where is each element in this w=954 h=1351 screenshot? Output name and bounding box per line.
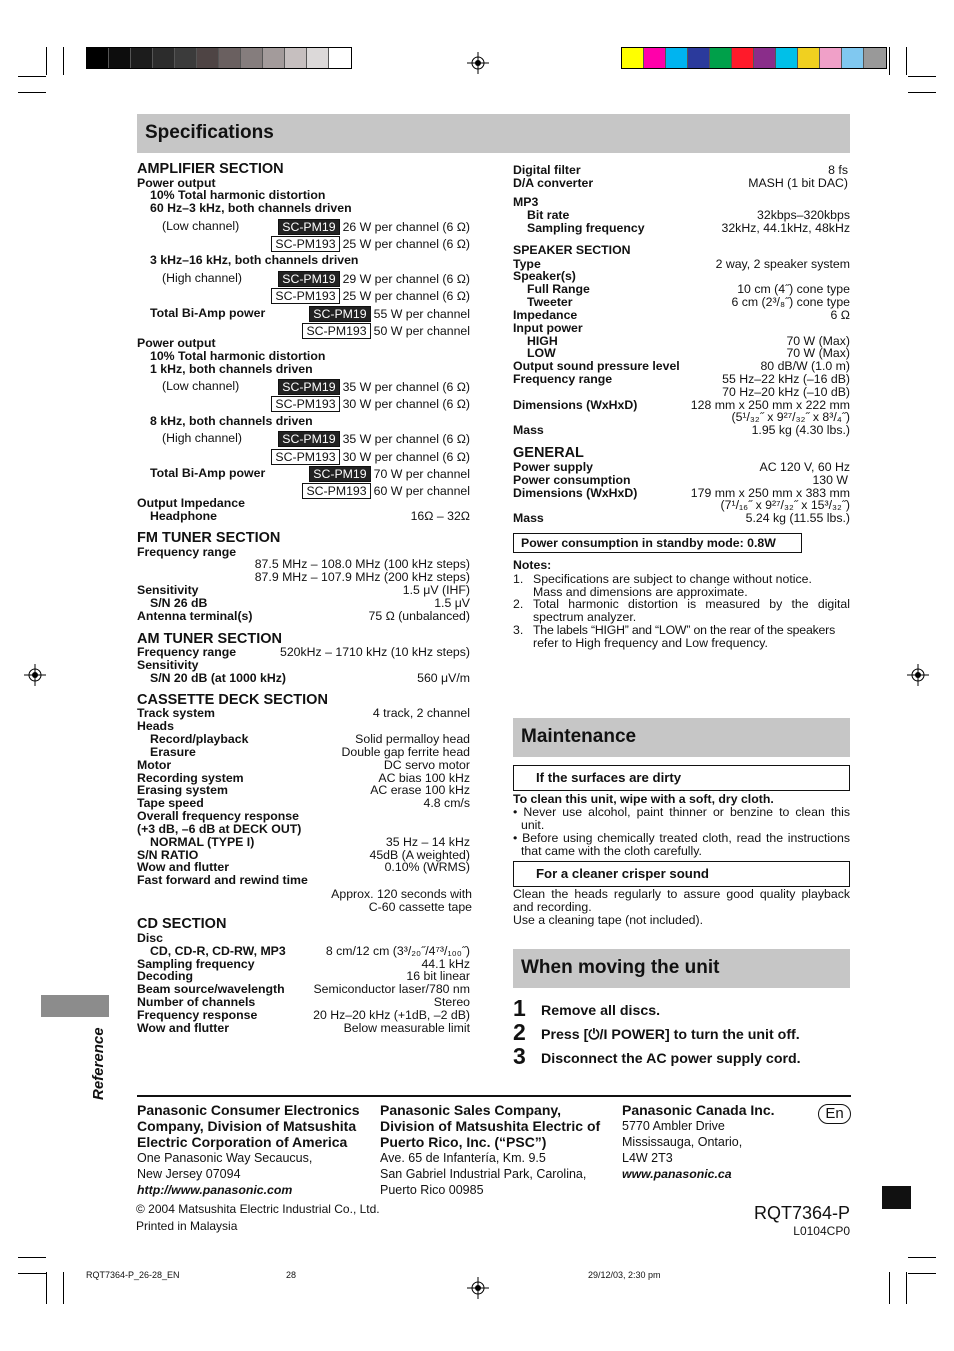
company-address: Puerto Rico 00985 <box>380 1183 484 1197</box>
spec-value: 130 W <box>812 473 848 487</box>
spec-label: Overall frequency response <box>137 809 299 823</box>
note-text: Total harmonic distortion is measured by the digital <box>533 597 850 611</box>
spec-label: NORMAL (TYPE I) <box>150 835 255 849</box>
spec-label: Power output <box>137 176 216 190</box>
spec-label: D/A converter <box>513 176 594 190</box>
specifications-header <box>137 114 850 153</box>
bullet-text: that came with the cloth carefully. <box>521 844 702 858</box>
color-swatch <box>175 48 197 68</box>
spec-label: 8 kHz, both channels driven <box>150 414 313 428</box>
company-puerto-rico <box>380 1102 600 1198</box>
spec-label: Wow and flutter <box>137 1021 229 1035</box>
model-tag: SC-PM193 <box>302 323 370 339</box>
spec-value: 0.10% (WRMS) <box>384 860 470 874</box>
surfaces-dirty-box <box>513 765 850 791</box>
crop-mark <box>906 47 907 75</box>
maintenance-header <box>513 718 850 757</box>
spec-value: 520kHz – 1710 kHz (10 kHz steps) <box>279 645 470 659</box>
slug-date: 29/12/03, 2:30 pm <box>588 1270 661 1280</box>
spec-label: Type <box>513 257 541 271</box>
spec-value: 20 Hz–20 kHz (+1dB, –2 dB) <box>313 1008 470 1022</box>
notes-heading: Notes: <box>513 558 552 572</box>
spec-label: Total Bi-Amp power <box>150 466 266 480</box>
spec-label: 60 Hz–3 kHz, both channels driven <box>150 201 352 215</box>
spec-label: (+3 dB, –6 dB at DECK OUT) <box>137 822 302 836</box>
step-number: 2 <box>513 1019 526 1045</box>
spec-label: S/N RATIO <box>137 848 199 862</box>
spec-value: 128 mm x 250 mm x 222 mm <box>690 398 850 412</box>
model-tag: SC-PM193 <box>302 483 370 499</box>
spec-value: 70 Hz–20 kHz (–10 dB) <box>722 385 850 399</box>
spec-value: SC-PM19 70 W per channel <box>309 466 470 482</box>
bullet-text: unit. <box>521 818 545 832</box>
spec-value: SC-PM19 55 W per channel <box>309 306 470 322</box>
spec-value: SC-PM193 50 W per channel <box>302 323 470 339</box>
spec-value: SC-PM19 29 W per channel (6 Ω) <box>278 271 470 287</box>
spec-label: Disc <box>137 931 163 945</box>
spec-label: Full Range <box>527 282 590 296</box>
spec-label: Decoding <box>137 969 194 983</box>
slug-page: 28 <box>286 1270 297 1280</box>
spec-value: 1.95 kg (4.30 lbs.) <box>751 423 850 437</box>
spec-value: 32kbps–320kbps <box>757 208 850 222</box>
section-heading: SPEAKER SECTION <box>513 243 631 257</box>
crop-mark <box>63 47 64 75</box>
spec-value: DC servo motor <box>383 758 470 772</box>
spec-value: Approx. 120 seconds with <box>331 887 472 901</box>
note-text: Specifications are subject to change without notice. <box>533 572 812 586</box>
maintenance-text: and recording. <box>513 900 592 914</box>
spec-label: HIGH <box>527 334 558 348</box>
spec-value: SC-PM19 26 W per channel (6 Ω) <box>278 219 470 235</box>
spec-label: Frequency range <box>137 545 237 559</box>
note-text: spectrum analyzer. <box>533 610 637 624</box>
color-swatch <box>285 48 307 68</box>
moving-header <box>513 949 850 988</box>
bullet-text: • Before using chemically treated cloth, read the instructions <box>513 831 850 845</box>
spec-label: Tape speed <box>137 796 204 810</box>
spec-label: Sampling frequency <box>137 957 255 971</box>
spec-label: Power supply <box>513 460 593 474</box>
registration-mark-icon <box>24 664 46 686</box>
spec-value: C-60 cassette tape <box>368 900 472 914</box>
spec-value: 8 cm/12 cm (3³/₂₀˝/4⁷³/₁₀₀˝) <box>325 944 470 958</box>
section-heading: GENERAL <box>513 445 584 461</box>
company-url[interactable]: http://www.panasonic.com <box>137 1183 293 1197</box>
spec-value: 8 fs <box>828 163 848 177</box>
spec-value: 4.8 cm/s <box>423 796 470 810</box>
model-tag: SC-PM19 <box>278 219 339 235</box>
box-heading: For a cleaner crisper sound <box>536 866 709 881</box>
spec-value: 1.5 μV (IHF) <box>402 583 470 597</box>
spec-label: Power output <box>137 336 216 350</box>
spec-label: LOW <box>527 346 556 360</box>
spec-value: AC bias 100 kHz <box>378 771 470 785</box>
spec-value: Below measurable limit <box>343 1021 470 1035</box>
note-number: 1. <box>513 572 524 586</box>
company-address: Mississauga, Ontario, <box>622 1135 743 1149</box>
spec-label: 1 kHz, both channels driven <box>150 362 313 376</box>
maintenance-text: Clean the heads regularly to assure good quality playback <box>513 887 850 901</box>
spec-value: 16Ω – 32Ω <box>410 509 470 523</box>
section-heading: CD SECTION <box>137 916 227 932</box>
section-heading: FM TUNER SECTION <box>137 530 281 546</box>
spec-label: 10% Total harmonic distortion <box>150 188 326 202</box>
spec-label: Output sound pressure level <box>513 359 680 373</box>
company-name: Electric Corporation of America <box>137 1134 348 1150</box>
spec-value: SC-PM193 30 W per channel (6 Ω) <box>271 396 470 412</box>
printed-in: Printed in Malaysia <box>136 1219 238 1233</box>
spec-label: Sensitivity <box>137 583 199 597</box>
color-swatch <box>776 48 798 68</box>
spec-label: Mass <box>513 511 544 525</box>
color-swatch <box>87 48 109 68</box>
step-text: Disconnect the AC power supply cord. <box>541 1051 801 1067</box>
registration-mark-icon <box>467 1277 489 1299</box>
step-text: Press [⏻/I POWER] to turn the unit off. <box>541 1027 800 1043</box>
spec-value: Stereo <box>433 995 470 1009</box>
spec-label: Antenna terminal(s) <box>137 609 253 623</box>
color-swatch <box>109 48 131 68</box>
color-swatch <box>798 48 820 68</box>
company-name: Panasonic Sales Company, <box>380 1102 562 1118</box>
color-swatch <box>644 48 666 68</box>
spec-label: Impedance <box>513 308 578 322</box>
spec-label: Motor <box>137 758 172 772</box>
note-number: 2. <box>513 597 524 611</box>
step-number: 1 <box>513 995 526 1021</box>
spec-label: Beam source/wavelength <box>137 982 285 996</box>
crop-mark <box>889 47 890 75</box>
spec-label: Frequency range <box>137 645 237 659</box>
copyright: © 2004 Matsushita Electric Industrial Co., Ltd. <box>136 1202 380 1216</box>
spec-value: (7¹/₁₆˝ x 9²⁷/₃₂˝ x 15³/₃₂˝) <box>720 498 850 512</box>
color-calibration-bar <box>621 47 887 69</box>
spec-label: S/N 20 dB (at 1000 kHz) <box>150 671 286 685</box>
spec-value: AC 120 V, 60 Hz <box>759 460 850 474</box>
spec-label: Erasing system <box>137 783 228 797</box>
spec-label: Mass <box>513 423 544 437</box>
spec-label: MP3 <box>513 195 539 209</box>
spec-label: Speaker(s) <box>513 269 576 283</box>
spec-value: Double gap ferrite head <box>341 745 470 759</box>
spec-label: Track system <box>137 706 215 720</box>
spec-value: 87.5 MHz – 108.0 MHz (100 kHz steps) <box>254 557 470 571</box>
company-name: Panasonic Consumer Electronics <box>137 1102 360 1118</box>
spec-label: Tweeter <box>527 295 573 309</box>
spec-value: Solid permalloy head <box>355 732 470 746</box>
spec-value: 70 W (Max) <box>786 346 850 360</box>
spec-label: Frequency response <box>137 1008 258 1022</box>
color-swatch <box>688 48 710 68</box>
standby-power-text: Power consumption in standby mode: 0.8W <box>521 536 776 550</box>
color-swatch <box>864 48 886 68</box>
spec-label: Recording system <box>137 771 244 785</box>
spec-label: Sampling frequency <box>527 221 645 235</box>
section-heading: AMPLIFIER SECTION <box>137 161 284 177</box>
model-tag: SC-PM19 <box>278 379 339 395</box>
spec-label: Dimensions (WxHxD) <box>513 486 638 500</box>
color-swatch <box>131 48 153 68</box>
company-name: Company, Division of Matsushita <box>137 1118 357 1134</box>
spec-value: SC-PM19 35 W per channel (6 Ω) <box>278 431 470 447</box>
spec-value: SC-PM193 30 W per channel (6 Ω) <box>271 449 470 465</box>
note-text: refer to High frequency and Low frequency. <box>533 636 768 650</box>
spec-value: SC-PM193 25 W per channel (6 Ω) <box>271 236 470 252</box>
model-tag: SC-PM19 <box>309 466 370 482</box>
company-address: One Panasonic Way Secaucus, <box>137 1151 313 1165</box>
color-swatch <box>307 48 329 68</box>
color-swatch <box>622 48 644 68</box>
color-swatch <box>219 48 241 68</box>
model-tag: SC-PM193 <box>271 236 339 252</box>
crop-mark <box>46 47 47 75</box>
crop-mark <box>889 1272 890 1304</box>
spec-label: Headphone <box>150 509 217 523</box>
spec-label: Frequency range <box>513 372 613 386</box>
standby-power-box <box>513 533 802 553</box>
note-text: Mass and dimensions are approximate. <box>533 585 748 599</box>
crop-mark <box>18 1257 46 1258</box>
model-tag: SC-PM193 <box>271 396 339 412</box>
color-swatch <box>329 48 351 68</box>
model-tag: SC-PM193 <box>271 288 339 304</box>
slug-filename: RQT7364-P_26-28_EN <box>86 1270 180 1280</box>
language-badge: En <box>818 1104 851 1124</box>
spec-value: 6 Ω <box>830 308 850 322</box>
page-title: Specifications <box>145 122 274 143</box>
spec-label: (Low channel) <box>162 219 240 233</box>
box-heading: If the surfaces are dirty <box>536 770 682 785</box>
company-name: Puerto Rico, Inc. (“PSC”) <box>380 1134 547 1150</box>
spec-value: 4 track, 2 channel <box>372 706 470 720</box>
spec-value: MASH (1 bit DAC) <box>748 176 848 190</box>
spec-value: 70 W (Max) <box>786 334 850 348</box>
step-number: 3 <box>513 1043 526 1069</box>
spec-label: (High channel) <box>162 431 242 445</box>
crop-mark <box>906 1272 907 1304</box>
spec-value: 16 bit linear <box>406 969 470 983</box>
print-code: L0104CP0 <box>793 1224 850 1238</box>
model-tag: SC-PM19 <box>309 306 370 322</box>
spec-label: Heads <box>137 719 174 733</box>
company-canada <box>622 1102 775 1182</box>
model-tag: SC-PM19 <box>278 271 339 287</box>
spec-label: Erasure <box>150 745 196 759</box>
spec-label: CD, CD-R, CD-RW, MP3 <box>150 944 286 958</box>
color-swatch <box>732 48 754 68</box>
spec-label: (Low channel) <box>162 379 240 393</box>
company-address: San Gabriel Industrial Park, Carolina, <box>380 1167 587 1181</box>
registration-mark-icon <box>467 52 489 74</box>
company-usa <box>137 1102 360 1198</box>
spec-label: Fast forward and rewind time <box>137 873 308 887</box>
spec-label: Number of channels <box>137 995 256 1009</box>
section-title: Maintenance <box>521 726 637 747</box>
color-swatch <box>820 48 842 68</box>
spec-label: 3 kHz–16 kHz, both channels driven <box>150 253 359 267</box>
step-text: Remove all discs. <box>541 1003 661 1019</box>
spec-value: 75 Ω (unbalanced) <box>368 609 470 623</box>
registration-mark-icon <box>907 664 929 686</box>
gray-calibration-bar <box>86 47 352 69</box>
model-tag: SC-PM193 <box>271 449 339 465</box>
crop-mark <box>908 76 936 77</box>
spec-value: 6 cm (2³/₈˝) cone type <box>731 295 850 309</box>
spec-label: Input power <box>513 321 583 335</box>
maintenance-text: Use a cleaning tape (not included). <box>513 913 704 927</box>
crop-mark <box>18 1273 46 1274</box>
company-name: Panasonic Canada Inc. <box>622 1102 775 1118</box>
spec-value: 2 way, 2 speaker system <box>715 257 850 271</box>
spec-label: Dimensions (WxHxD) <box>513 398 638 412</box>
note-number: 3. <box>513 623 524 637</box>
reference-tab <box>41 995 109 1017</box>
crop-mark <box>908 92 936 93</box>
spec-label: (High channel) <box>162 271 242 285</box>
spec-label: Total Bi-Amp power <box>150 306 266 320</box>
spec-value: 45dB (A weighted) <box>369 848 470 862</box>
crop-mark <box>908 1257 936 1258</box>
spec-label: Wow and flutter <box>137 860 229 874</box>
spec-label: Record/playback <box>150 732 249 746</box>
company-address: Ave. 65 de Infantería, Km. 9.5 <box>380 1151 546 1165</box>
spec-value: 44.1 kHz <box>421 957 470 971</box>
spec-value: 10 cm (4˝) cone type <box>737 282 850 296</box>
clean-instruction: To clean this unit, wipe with a soft, dry cloth. <box>513 792 774 806</box>
spec-label: Sensitivity <box>137 658 199 672</box>
crop-mark <box>63 1272 64 1304</box>
model-tag: SC-PM19 <box>278 431 339 447</box>
spec-value: 55 Hz–22 kHz (–16 dB) <box>722 372 850 386</box>
reference-label: Reference <box>90 1027 107 1100</box>
crop-mark <box>908 1273 936 1274</box>
footer-rule <box>137 1095 851 1097</box>
spec-label: S/N 26 dB <box>150 596 208 610</box>
spec-value: 80 dB/W (1.0 m) <box>760 359 850 373</box>
spec-value: SC-PM19 35 W per channel (6 Ω) <box>278 379 470 395</box>
spec-value: 35 Hz – 14 kHz <box>385 835 470 849</box>
note-text: The labels “HIGH” and “LOW” on the rear of the speakers <box>533 623 836 637</box>
crop-mark <box>18 92 46 93</box>
color-swatch <box>197 48 219 68</box>
color-swatch <box>842 48 864 68</box>
spec-value: (5¹/₃₂˝ x 9²⁷/₃₂˝ x 8³/₄˝) <box>731 410 850 424</box>
index-tab <box>882 1186 911 1209</box>
model-number: RQT7364-P <box>753 1203 850 1223</box>
bullet-text: • Never use alcohol, paint thinner or benzine to clean this <box>513 805 850 819</box>
company-address: L4W 2T3 <box>622 1151 673 1165</box>
crop-mark <box>46 1272 47 1304</box>
color-swatch <box>710 48 732 68</box>
spec-value: 5.24 kg (11.55 lbs.) <box>745 511 850 525</box>
color-swatch <box>263 48 285 68</box>
company-address: New Jersey 07094 <box>137 1167 241 1181</box>
color-swatch <box>666 48 688 68</box>
spec-label: 10% Total harmonic distortion <box>150 349 326 363</box>
spec-label: Power consumption <box>513 473 631 487</box>
company-url[interactable]: www.panasonic.ca <box>622 1167 732 1181</box>
section-heading: CASSETTE DECK SECTION <box>137 692 328 708</box>
cleaner-sound-box <box>513 861 850 887</box>
section-heading: AM TUNER SECTION <box>137 631 282 647</box>
spec-value: SC-PM193 60 W per channel <box>302 483 470 499</box>
spec-value: AC erase 100 kHz <box>370 783 470 797</box>
spec-label: Bit rate <box>527 208 570 222</box>
company-name: Division of Matsushita Electric of <box>380 1118 601 1134</box>
spec-label: Digital filter <box>513 163 581 177</box>
crop-mark <box>18 76 46 77</box>
spec-value: 32kHz, 44.1kHz, 48kHz <box>721 221 850 235</box>
spec-value: SC-PM193 25 W per channel (6 Ω) <box>271 288 470 304</box>
spec-value: 560 μV/m <box>417 671 470 685</box>
spec-label: Output Impedance <box>137 496 245 510</box>
section-title: When moving the unit <box>521 957 720 978</box>
color-swatch <box>241 48 263 68</box>
spec-value: 87.9 MHz – 107.9 MHz (200 kHz steps) <box>254 570 470 584</box>
color-swatch <box>153 48 175 68</box>
color-swatch <box>754 48 776 68</box>
spec-value: 1.5 μV <box>434 596 470 610</box>
spec-value: Semiconductor laser/780 nm <box>313 982 470 996</box>
spec-value: 179 mm x 250 mm x 383 mm <box>690 486 850 500</box>
company-address: 5770 Ambler Drive <box>622 1119 725 1133</box>
